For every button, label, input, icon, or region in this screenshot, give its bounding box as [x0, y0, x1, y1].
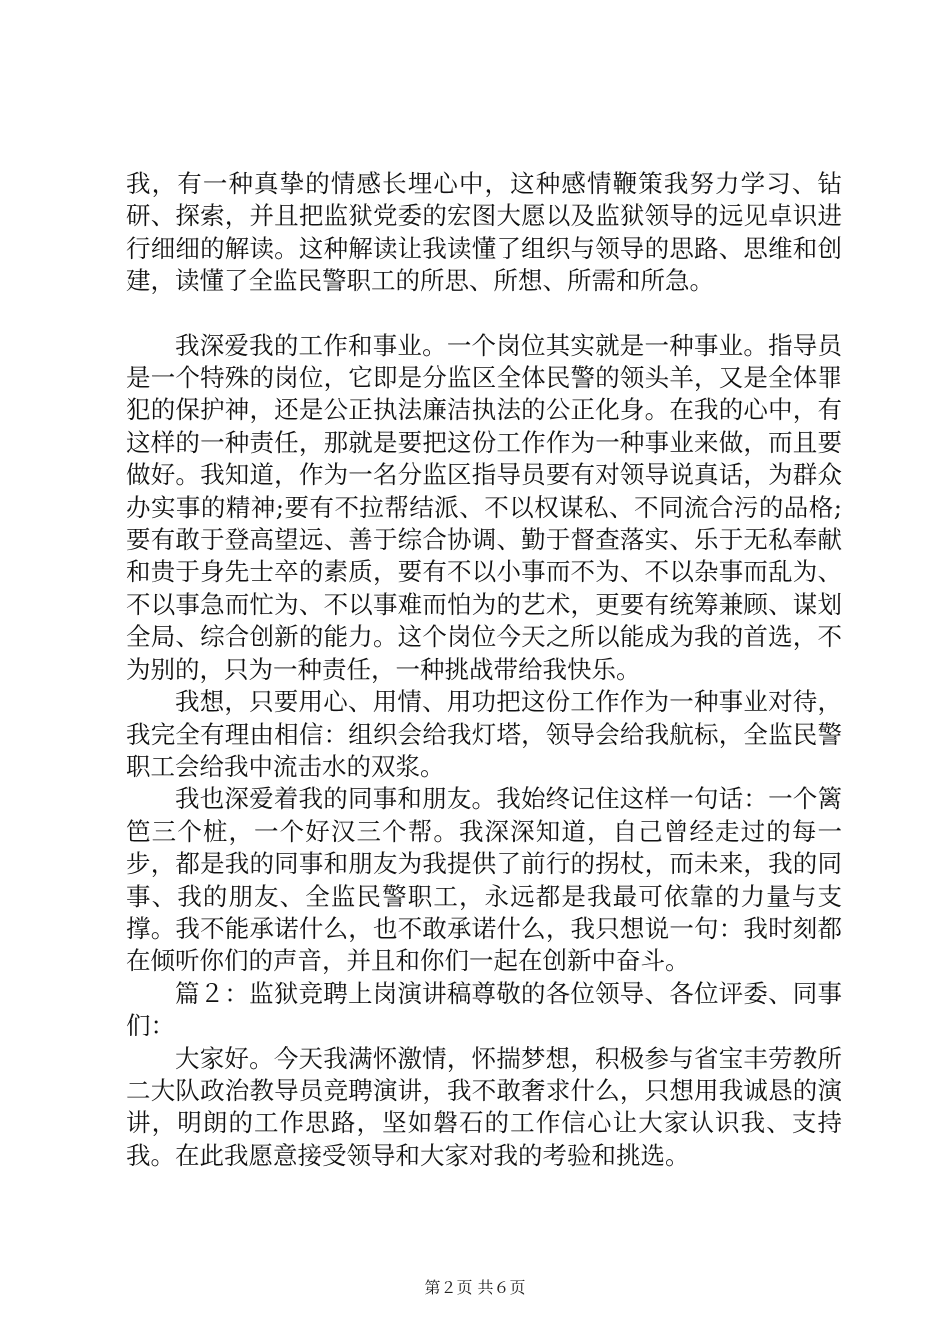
paragraph-greeting: 大家好。今天我满怀激情，怀揣梦想，积极参与省宝丰劳教所二大队政治教导员竞聘演讲，我不敢奢求什么，只想用我诚恳的演讲，明朗的工作思路，坚如磐石的工作信心让大家认识我、支持我。在此我愿意接受领导和大家对我的考验和挑选。 [126, 1043, 842, 1170]
document-body [126, 168, 842, 1172]
section-heading-part-2: 篇２：监狱竞聘上岗演讲稿尊敬的各位领导、各位评委、同事们： [126, 978, 842, 1041]
paragraph-colleagues: 我也深爱着我的同事和朋友。我始终记住这样一句话：一个篱笆三个桩，一个好汉三个帮。我深深知道，自己曾经走过的每一步，都是我的同事和朋友为我提供了前行的拐杖，而未来，我的同事、我的朋友、全监民警职工，永远都是我最可依靠的力量与支撑。我不能承诺什么，也不敢承诺什么，我只想说一句：我时刻都在倾听你们的声音，并且和你们一起在创新中奋斗。 [126, 784, 842, 976]
paragraph-gap [126, 298, 842, 330]
paragraph-work-and-career: 我深爱我的工作和事业。一个岗位其实就是一种事业。指导员是一个特殊的岗位，它即是分监区全体民警的领头羊，又是全体罪犯的保护神，还是公正执法廉洁执法的公正化身。在我的心中，有这样的一种责任，那就是要把这份工作作为一种事业来做，而且要做好。我知道，作为一名分监区指导员要有对领导说真话，为群众办实事的精神;要有不拉帮结派、不以权谋私、不同流合污的品格;要有敢于登高望远、善于综合协调、勤于督查落实、乐于无私奉献和贵于身先士卒的素质，要有不以小事而不为、不以杂事而乱为、不以事急而忙为、不以事难而怕为的艺术，更要有统筹兼顾、谋划全局、综合创新的能力。这个岗位今天之所以能成为我的首选，不为别的，只为一种责任，一种挑战带给我快乐。 [126, 330, 842, 684]
paragraph-confidence: 我想，只要用心、用情、用功把这份工作作为一种事业对待，我完全有理由相信：组织会给我灯塔，领导会给我航标，全监民警职工会给我中流击水的双浆。 [126, 687, 842, 781]
page-number-footer: 第２页 共６页 [424, 1278, 526, 1297]
paragraph-continuation: 我，有一种真挚的情感长埋心中，这种感情鞭策我努力学习、钻研、探索，并且把监狱党委的宏图大愿以及监狱领导的远见卓识进行细细的解读。这种解读让我读懂了组织与领导的思路、思维和创建，读懂了全监民警职工的所思、所想、所需和所急。 [126, 169, 842, 296]
